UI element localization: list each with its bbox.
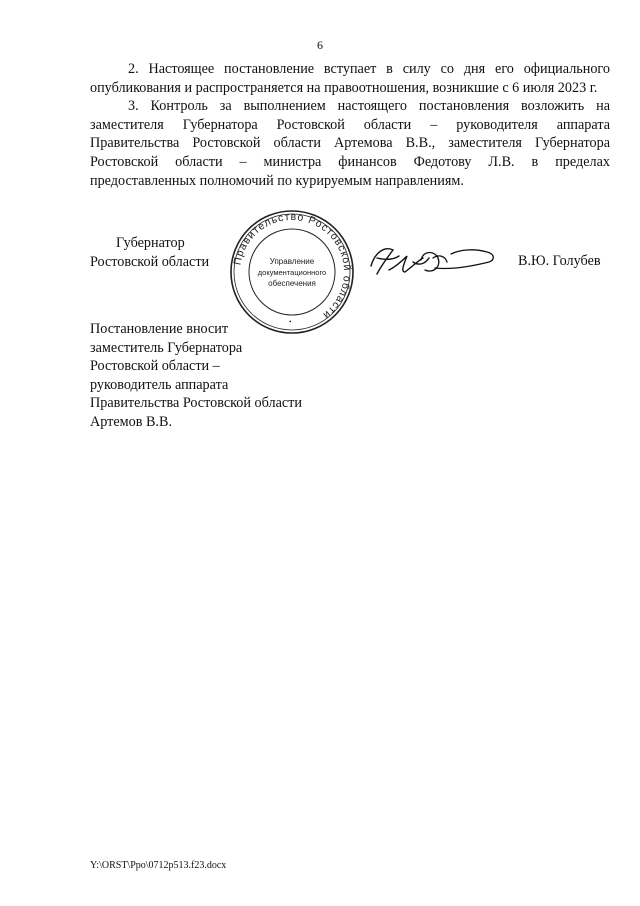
stamp-center-line1: Управление [269,257,315,266]
introducer-line6: Артемов В.В. [90,413,172,430]
introducer-line1: Постановление вносит [90,321,229,337]
handwritten-signature [363,236,498,286]
document-body [90,60,610,190]
introducer-line2: заместитель Губернатора [90,339,243,356]
svg-text:•: • [289,318,292,326]
signer-title-line2: Ростовской области [90,253,210,270]
stamp-center-line2: документационного [257,268,327,277]
stamp-center-line3: обеспечения [268,279,316,288]
signer-title-line1: Губернатор [116,235,185,251]
stamp-ring-text: Правительство Ростовской области [231,210,354,322]
paragraph-3: 3. Контроль за выполнением настоящего постановления возложить на заместителя Губернатора Ростовской области – руководителя аппарата Правительства Ростовской области Артемова В.В., заместителя Губернатора Ростовской области – министра финансов Федотову Л.В. в пределах предоставленных полномочий по курируемым направлениям. [90,98,610,189]
introducer-block [90,320,302,432]
paragraph-2: 2. Настоящее постановление вступает в силу со дня его официального опубликования и распространяется на правоотношения, возникшие с 6 июля 2023 г. [90,61,610,96]
official-stamp [228,208,356,336]
introducer-line3: Ростовской области – [90,358,220,375]
page-number: 6 [317,38,323,52]
signer-name: В.Ю. Голубев [518,253,601,269]
signature-block [90,208,620,328]
introducer-line5: Правительства Ростовской области [90,395,302,412]
signer-title [90,234,209,271]
introducer-line4: руководитель аппарата [90,376,229,393]
file-path: Y:\ORST\Ppo\0712p513.f23.docx [90,860,227,871]
